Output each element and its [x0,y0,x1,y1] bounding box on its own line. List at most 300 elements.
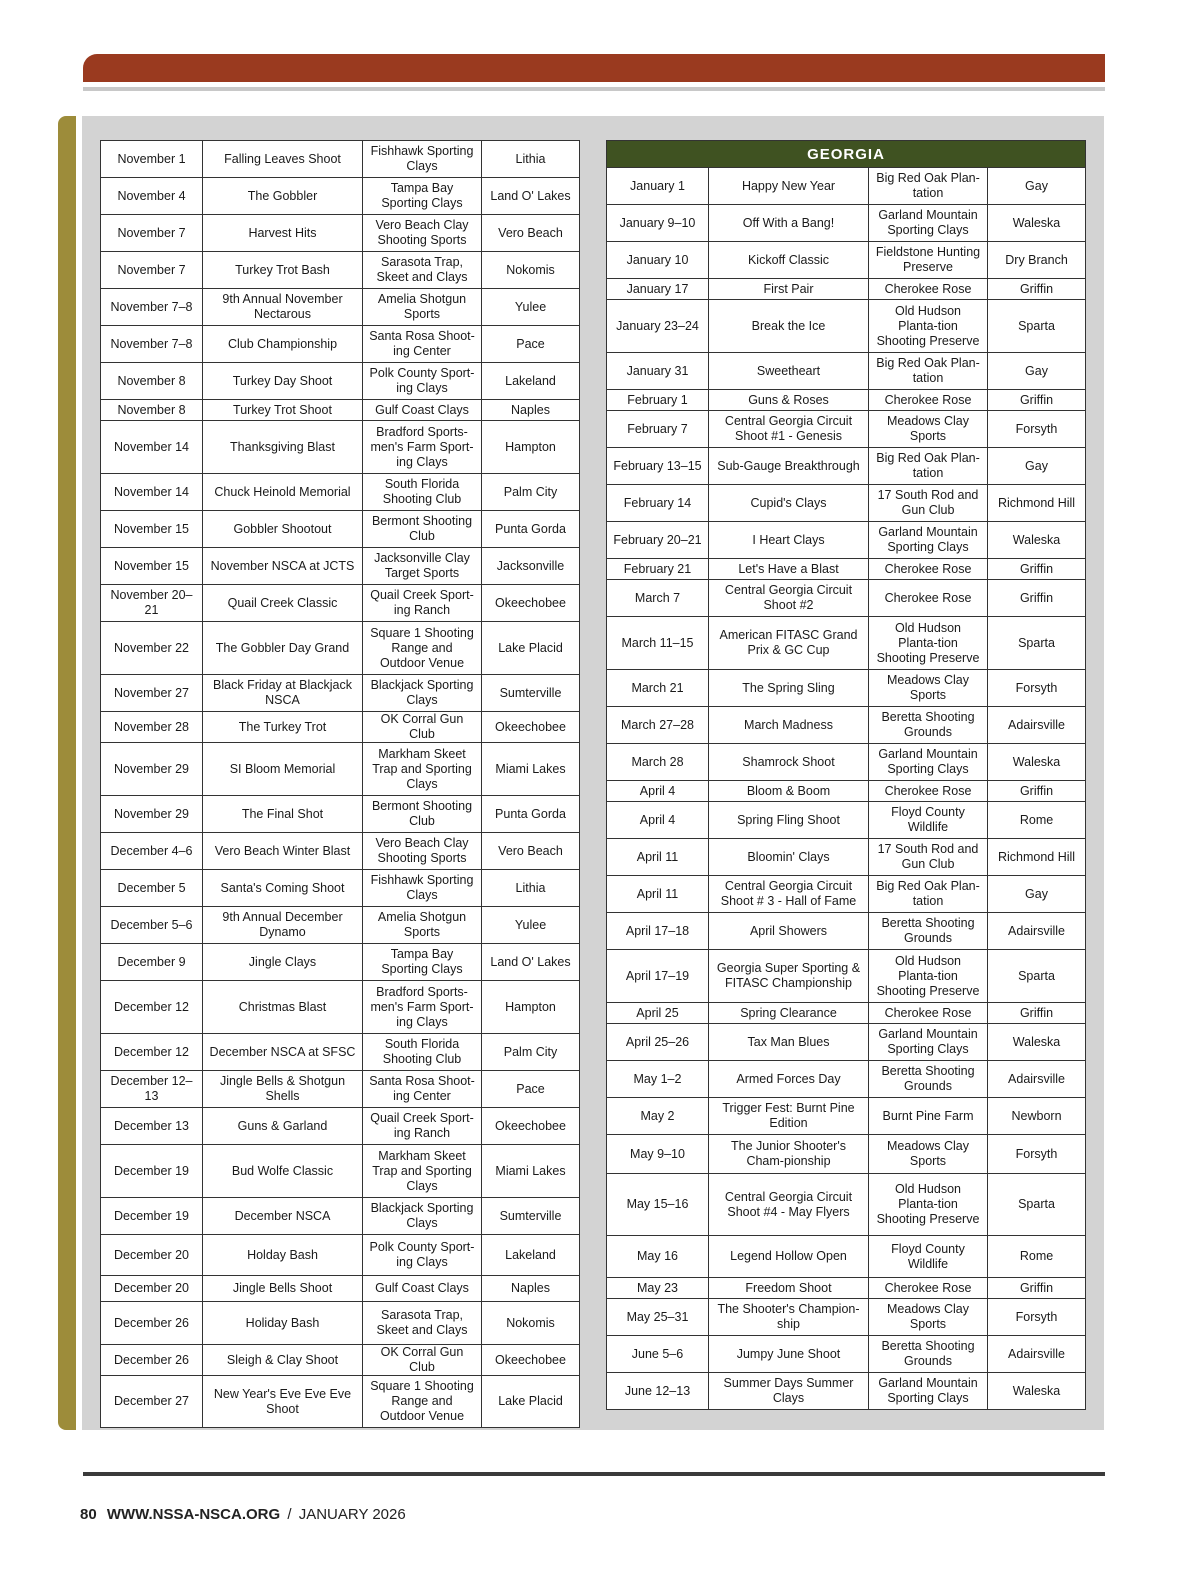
event-city: Lithia [482,870,580,907]
event-venue: Santa Rosa Shoot-ing Center [363,326,482,363]
event-city: Pace [482,1071,580,1108]
event-city: Waleska [988,1024,1086,1061]
event-city: Naples [482,400,580,421]
event-city: Nokomis [482,252,580,289]
event-venue: Square 1 Shooting Range and Outdoor Venue [363,622,482,675]
event-date: February 7 [607,411,709,448]
event-venue: Old Hudson Planta-tion Shooting Preserve [869,300,988,353]
table-row [607,707,1086,744]
table-row [101,1108,580,1145]
table-row [607,1003,1086,1024]
event-city: Miami Lakes [482,1145,580,1198]
event-name: Holday Bash [203,1235,363,1276]
event-date: December 5 [101,870,203,907]
table-row [101,585,580,622]
page-number: 80 [80,1506,97,1523]
table-row [607,1135,1086,1174]
table-row [607,781,1086,802]
event-venue: Garland Mountain Sporting Clays [869,744,988,781]
event-name: 9th Annual December Dynamo [203,907,363,944]
table-row [101,548,580,585]
bottom-rule [83,1472,1105,1476]
table-row [607,617,1086,670]
event-date: November 15 [101,548,203,585]
table-row [607,279,1086,300]
event-date: November 15 [101,511,203,548]
event-venue: Old Hudson Planta-tion Shooting Preserve [869,617,988,670]
event-city: Okeechobee [482,585,580,622]
event-name: Santa's Coming Shoot [203,870,363,907]
event-venue: Amelia Shotgun Sports [363,289,482,326]
event-name: Club Championship [203,326,363,363]
event-name: Central Georgia Circuit Shoot #4 - May Flyers [709,1174,869,1236]
event-city: Griffin [988,1278,1086,1299]
event-venue: Markham Skeet Trap and Sporting Clays [363,1145,482,1198]
event-date: December 9 [101,944,203,981]
table-row [607,353,1086,390]
table-row [101,1276,580,1302]
event-name: December NSCA [203,1198,363,1235]
event-city: Griffin [988,781,1086,802]
event-name: Let's Have a Blast [709,559,869,580]
event-date: November 7–8 [101,326,203,363]
event-city: Forsyth [988,1135,1086,1174]
event-venue: Cherokee Rose [869,1278,988,1299]
event-city: Adairsville [988,1061,1086,1098]
event-city: Gay [988,353,1086,390]
event-date: December 12 [101,981,203,1034]
event-city: Lithia [482,141,580,178]
table-row [101,1302,580,1345]
table-row [607,802,1086,839]
event-name: Quail Creek Classic [203,585,363,622]
event-date: November 22 [101,622,203,675]
event-name: SI Bloom Memorial [203,743,363,796]
event-name: The Gobbler [203,178,363,215]
table-row [607,1278,1086,1299]
event-date: April 25–26 [607,1024,709,1061]
table-row [101,326,580,363]
event-venue: Cherokee Rose [869,580,988,617]
event-date: February 20–21 [607,522,709,559]
table-row [101,870,580,907]
event-date: May 9–10 [607,1135,709,1174]
event-city: Waleska [988,205,1086,242]
event-venue: Fieldstone Hunting Preserve [869,242,988,279]
table-row [607,876,1086,913]
event-city: Richmond Hill [988,839,1086,876]
top-rule [83,87,1105,91]
event-venue: Beretta Shooting Grounds [869,1336,988,1373]
event-name: Bloom & Boom [709,781,869,802]
table-row [607,300,1086,353]
event-city: Hampton [482,421,580,474]
event-venue: Beretta Shooting Grounds [869,913,988,950]
table-row [101,833,580,870]
event-city: Sumterville [482,675,580,712]
event-name: Shamrock Shoot [709,744,869,781]
event-date: March 28 [607,744,709,781]
event-name: Thanksgiving Blast [203,421,363,474]
georgia-header-row [607,141,1086,168]
event-date: May 15–16 [607,1174,709,1236]
event-venue: Meadows Clay Sports [869,1299,988,1336]
event-name: Chuck Heinold Memorial [203,474,363,511]
event-name: Break the Ice [709,300,869,353]
event-name: The Spring Sling [709,670,869,707]
event-name: Freedom Shoot [709,1278,869,1299]
event-date: November 7–8 [101,289,203,326]
event-venue: Old Hudson Planta-tion Shooting Preserve [869,950,988,1003]
event-city: Land O' Lakes [482,944,580,981]
event-date: December 12 [101,1034,203,1071]
event-date: March 21 [607,670,709,707]
event-date: December 13 [101,1108,203,1145]
event-date: November 28 [101,712,203,743]
event-city: Okeechobee [482,1345,580,1376]
event-date: December 19 [101,1145,203,1198]
event-city: Sumterville [482,1198,580,1235]
event-venue: Bermont Shooting Club [363,511,482,548]
event-city: Nokomis [482,1302,580,1345]
event-city: Griffin [988,580,1086,617]
event-date: December 26 [101,1302,203,1345]
event-venue: Gulf Coast Clays [363,400,482,421]
event-city: Gay [988,168,1086,205]
table-row [101,363,580,400]
event-date: January 1 [607,168,709,205]
table-row [101,474,580,511]
event-venue: Garland Mountain Sporting Clays [869,522,988,559]
event-date: November 8 [101,363,203,400]
event-city: Newborn [988,1098,1086,1135]
event-date: December 20 [101,1235,203,1276]
event-venue: Big Red Oak Plan-tation [869,168,988,205]
georgia-schedule-table [606,140,1086,1410]
event-venue: Santa Rosa Shoot-ing Center [363,1071,482,1108]
event-city: Hampton [482,981,580,1034]
event-name: The Junior Shooter's Cham-pionship [709,1135,869,1174]
event-city: Jacksonville [482,548,580,585]
event-date: November 29 [101,743,203,796]
event-date: March 11–15 [607,617,709,670]
event-venue: Amelia Shotgun Sports [363,907,482,944]
table-row [101,981,580,1034]
footer-separator: / [287,1506,292,1523]
event-venue: Fishhawk Sporting Clays [363,870,482,907]
event-venue: Quail Creek Sport-ing Ranch [363,1108,482,1145]
event-venue: South Florida Shooting Club [363,474,482,511]
event-venue: Gulf Coast Clays [363,1276,482,1302]
side-accent-stripe [58,116,76,1430]
event-city: Griffin [988,279,1086,300]
event-date: November 20–21 [101,585,203,622]
event-name: Central Georgia Circuit Shoot #1 - Genesis [709,411,869,448]
event-name: 9th Annual November Nectarous [203,289,363,326]
event-venue: Sarasota Trap, Skeet and Clays [363,1302,482,1345]
event-date: May 1–2 [607,1061,709,1098]
event-name: Armed Forces Day [709,1061,869,1098]
event-name: Guns & Roses [709,390,869,411]
event-date: February 21 [607,559,709,580]
event-date: January 31 [607,353,709,390]
event-venue: Cherokee Rose [869,781,988,802]
event-city: Gay [988,876,1086,913]
event-date: January 23–24 [607,300,709,353]
event-date: November 1 [101,141,203,178]
event-name: Guns & Garland [203,1108,363,1145]
event-date: December 12–13 [101,1071,203,1108]
event-date: May 16 [607,1236,709,1278]
event-date: May 23 [607,1278,709,1299]
event-city: Okeechobee [482,712,580,743]
event-venue: South Florida Shooting Club [363,1034,482,1071]
event-venue: Vero Beach Clay Shooting Sports [363,215,482,252]
event-venue: 17 South Rod and Gun Club [869,485,988,522]
event-city: Sparta [988,617,1086,670]
event-name: Sleigh & Clay Shoot [203,1345,363,1376]
table-row [101,400,580,421]
event-date: April 25 [607,1003,709,1024]
event-venue: Cherokee Rose [869,1003,988,1024]
event-date: November 7 [101,215,203,252]
event-date: December 26 [101,1345,203,1376]
table-row [101,743,580,796]
event-date: December 5–6 [101,907,203,944]
table-row [607,168,1086,205]
event-city: Rome [988,802,1086,839]
website-link[interactable]: WWW.NSSA-NSCA.ORG [106,1506,281,1523]
table-row [607,744,1086,781]
table-row [607,913,1086,950]
event-name: Happy New Year [709,168,869,205]
table-row [101,622,580,675]
event-name: Legend Hollow Open [709,1236,869,1278]
table-row [101,907,580,944]
event-venue: Meadows Clay Sports [869,670,988,707]
event-name: Turkey Trot Shoot [203,400,363,421]
event-date: December 4–6 [101,833,203,870]
event-name: American FITASC Grand Prix & GC Cup [709,617,869,670]
event-name: March Madness [709,707,869,744]
event-city: Pace [482,326,580,363]
event-city: Palm City [482,1034,580,1071]
event-city: Vero Beach [482,833,580,870]
event-city: Naples [482,1276,580,1302]
event-name: Jingle Bells Shoot [203,1276,363,1302]
table-row [101,1235,580,1276]
event-name: The Gobbler Day Grand [203,622,363,675]
event-city: Lake Placid [482,1376,580,1428]
event-name: Black Friday at Blackjack NSCA [203,675,363,712]
table-row [607,448,1086,485]
event-name: Bud Wolfe Classic [203,1145,363,1198]
event-name: November NSCA at JCTS [203,548,363,585]
table-row [101,215,580,252]
event-date: May 2 [607,1098,709,1135]
event-date: December 19 [101,1198,203,1235]
event-city: Griffin [988,390,1086,411]
event-city: Lakeland [482,363,580,400]
event-date: April 4 [607,781,709,802]
event-city: Land O' Lakes [482,178,580,215]
event-city: Palm City [482,474,580,511]
event-date: November 29 [101,796,203,833]
event-city: Forsyth [988,1299,1086,1336]
event-venue: Meadows Clay Sports [869,411,988,448]
event-date: April 17–19 [607,950,709,1003]
event-city: Forsyth [988,670,1086,707]
event-name: The Shooter's Champion-ship [709,1299,869,1336]
event-city: Waleska [988,744,1086,781]
event-city: Okeechobee [482,1108,580,1145]
event-venue: Bermont Shooting Club [363,796,482,833]
event-name: Summer Days Summer Clays [709,1373,869,1410]
table-row [101,1345,580,1376]
page-footer [80,1506,406,1523]
event-venue: Garland Mountain Sporting Clays [869,1373,988,1410]
event-date: April 11 [607,839,709,876]
event-venue: OK Corral Gun Club [363,1345,482,1376]
event-name: Spring Fling Shoot [709,802,869,839]
event-name: Jingle Bells & Shotgun Shells [203,1071,363,1108]
event-city: Dry Branch [988,242,1086,279]
event-city: Richmond Hill [988,485,1086,522]
event-city: Rome [988,1236,1086,1278]
event-date: April 11 [607,876,709,913]
event-city: Punta Gorda [482,796,580,833]
event-date: November 14 [101,421,203,474]
event-venue: Garland Mountain Sporting Clays [869,1024,988,1061]
event-name: Central Georgia Circuit Shoot # 3 - Hall of Fame [709,876,869,913]
event-date: February 13–15 [607,448,709,485]
event-venue: Blackjack Sporting Clays [363,1198,482,1235]
event-venue: Bradford Sports-men's Farm Sport-ing Clays [363,421,482,474]
event-city: Sparta [988,1174,1086,1236]
event-name: Trigger Fest: Burnt Pine Edition [709,1098,869,1135]
event-venue: Burnt Pine Farm [869,1098,988,1135]
event-name: Sub-Gauge Breakthrough [709,448,869,485]
event-name: Turkey Day Shoot [203,363,363,400]
event-venue: Fishhawk Sporting Clays [363,141,482,178]
table-row [101,1145,580,1198]
table-row [101,675,580,712]
table-row [607,1236,1086,1278]
table-row [607,1336,1086,1373]
event-venue: Cherokee Rose [869,390,988,411]
florida-schedule-table-continued [100,140,580,1428]
table-row [607,242,1086,279]
issue-date: JANUARY 2026 [298,1506,406,1523]
event-name: Georgia Super Sporting & FITASC Championship [709,950,869,1003]
event-name: December NSCA at SFSC [203,1034,363,1071]
event-venue: 17 South Rod and Gun Club [869,839,988,876]
event-name: Cupid's Clays [709,485,869,522]
event-name: Harvest Hits [203,215,363,252]
event-venue: Quail Creek Sport-ing Ranch [363,585,482,622]
table-row [607,839,1086,876]
table-row [607,580,1086,617]
event-name: I Heart Clays [709,522,869,559]
event-date: November 14 [101,474,203,511]
event-date: April 4 [607,802,709,839]
event-date: January 17 [607,279,709,300]
event-name: Tax Man Blues [709,1024,869,1061]
event-name: Jingle Clays [203,944,363,981]
table-row [101,944,580,981]
event-date: June 12–13 [607,1373,709,1410]
event-name: Gobbler Shootout [203,511,363,548]
event-venue: Polk County Sport-ing Clays [363,363,482,400]
event-date: March 27–28 [607,707,709,744]
event-venue: Vero Beach Clay Shooting Sports [363,833,482,870]
table-row [607,205,1086,242]
event-date: December 27 [101,1376,203,1428]
event-venue: Beretta Shooting Grounds [869,1061,988,1098]
event-venue: Jacksonville Clay Target Sports [363,548,482,585]
table-row [607,1373,1086,1410]
event-name: Spring Clearance [709,1003,869,1024]
event-name: Turkey Trot Bash [203,252,363,289]
event-venue: Blackjack Sporting Clays [363,675,482,712]
event-venue: Cherokee Rose [869,279,988,300]
event-name: Bloomin' Clays [709,839,869,876]
event-name: Falling Leaves Shoot [203,141,363,178]
event-name: April Showers [709,913,869,950]
table-row [101,1034,580,1071]
table-row [607,1098,1086,1135]
event-name: First Pair [709,279,869,300]
table-row [101,252,580,289]
event-city: Yulee [482,907,580,944]
event-venue: Markham Skeet Trap and Sporting Clays [363,743,482,796]
event-date: December 20 [101,1276,203,1302]
event-date: April 17–18 [607,913,709,950]
event-city: Adairsville [988,707,1086,744]
event-venue: Big Red Oak Plan-tation [869,876,988,913]
event-name: Vero Beach Winter Blast [203,833,363,870]
event-date: November 27 [101,675,203,712]
event-city: Lakeland [482,1235,580,1276]
event-date: January 10 [607,242,709,279]
event-date: November 7 [101,252,203,289]
table-row [101,796,580,833]
event-venue: Beretta Shooting Grounds [869,707,988,744]
event-venue: Polk County Sport-ing Clays [363,1235,482,1276]
event-venue: Bradford Sports-men's Farm Sport-ing Clays [363,981,482,1034]
event-name: Jumpy June Shoot [709,1336,869,1373]
table-row [101,289,580,326]
table-row [101,1376,580,1428]
event-city: Griffin [988,1003,1086,1024]
event-venue: Meadows Clay Sports [869,1135,988,1174]
event-city: Sparta [988,300,1086,353]
table-row [607,411,1086,448]
table-row [607,1061,1086,1098]
table-row [101,421,580,474]
event-name: Central Georgia Circuit Shoot #2 [709,580,869,617]
event-name: Off With a Bang! [709,205,869,242]
table-row [101,1198,580,1235]
event-name: Holiday Bash [203,1302,363,1345]
event-date: February 14 [607,485,709,522]
event-date: June 5–6 [607,1336,709,1373]
event-name: Kickoff Classic [709,242,869,279]
event-venue: Cherokee Rose [869,559,988,580]
event-venue: Big Red Oak Plan-tation [869,353,988,390]
event-venue: Tampa Bay Sporting Clays [363,944,482,981]
table-row [607,522,1086,559]
